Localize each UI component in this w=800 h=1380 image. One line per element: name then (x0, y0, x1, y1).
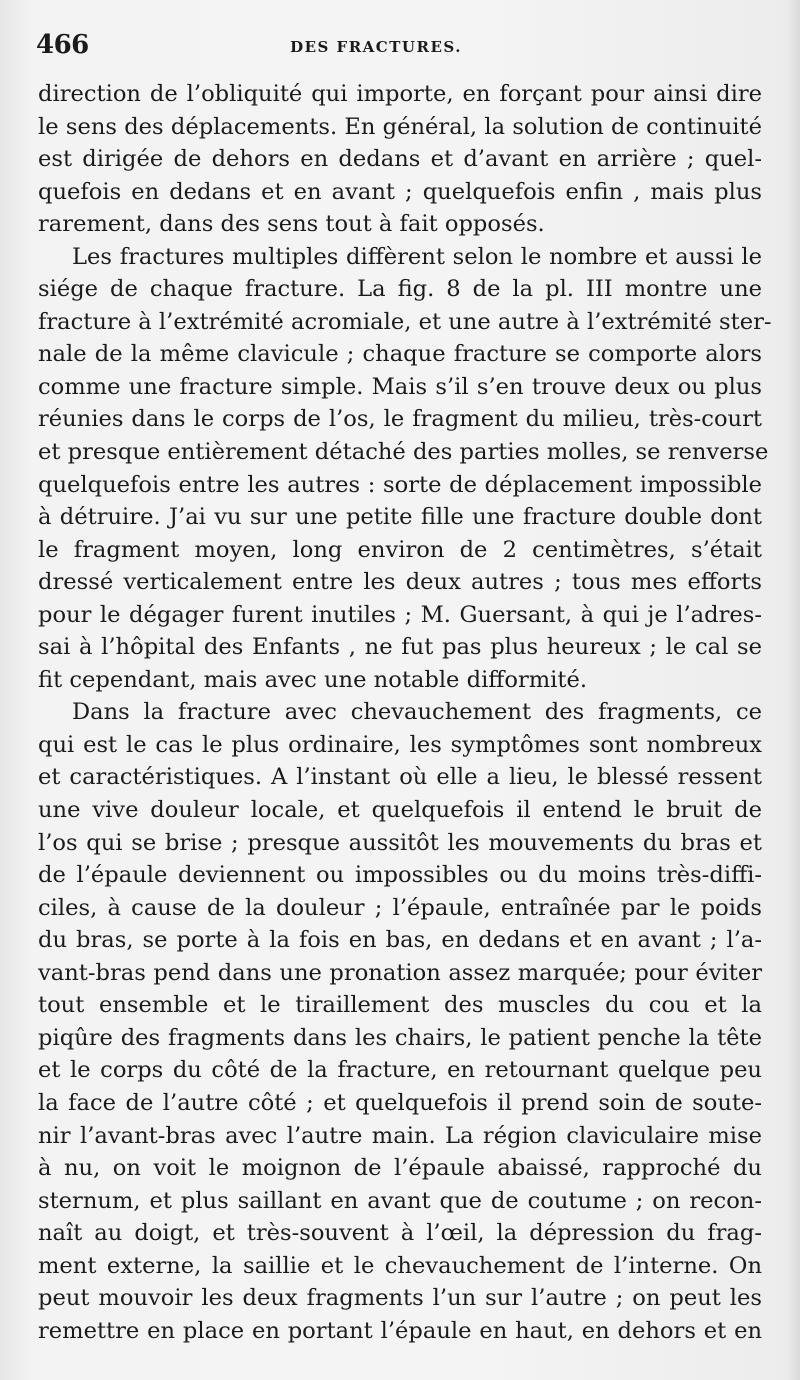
text-line: siége de chaque fracture. La fig. 8 de la pl. III montre une (38, 276, 762, 303)
text-line: la face de l’autre côté ; et quelquefois il prend soin de soute- (38, 1089, 762, 1116)
text-line: et presque entièrement détaché des parties molles, se renverse (38, 439, 769, 466)
text-line: rarement, dans des sens tout à fait opposés. (38, 211, 545, 238)
text-line: nir l’avant-bras avec l’autre main. La région claviculaire mise (38, 1122, 762, 1149)
text-line: direction de l’obliquité qui importe, en forçant pour ainsi dire (38, 81, 762, 107)
page-edge-shadow (786, 0, 800, 1380)
text-line: tout ensemble et le tiraillement des muscles du cou et la (38, 992, 762, 1019)
text-line: est dirigée de dehors en dedans et d’avant en arrière ; quel- (38, 146, 762, 173)
running-title: DES FRACTURES. (290, 38, 462, 56)
text-line: dressé verticalement entre les deux autres ; tous mes efforts (38, 569, 762, 596)
text-line: Dans la fracture avec chevauchement des fragments, ce (72, 699, 762, 726)
text-line: ment externe, la saillie et le chevauchement de l’interne. On (38, 1252, 762, 1279)
text-line: fracture à l’extrémité acromiale, et une autre à l’extrémité ster- (38, 308, 772, 335)
text-line: réunies dans le corps de l’os, le fragment du milieu, très-court (38, 406, 762, 433)
text-line: naît au doigt, et très-souvent à l’œil, la dépression du frag- (38, 1220, 762, 1247)
text-line: et le corps du côté de la fracture, en retournant quelque peu (38, 1057, 762, 1084)
text-line: et caractéristiques. A l’instant où elle a lieu, le blessé ressent (38, 764, 762, 791)
text-line: quelquefois entre les autres : sorte de déplacement impossible (38, 471, 762, 498)
text-line: comme une fracture simple. Mais s’il s’en trouve deux ou plus (38, 373, 762, 400)
text-line: une vive douleur locale, et quelquefois il entend le bruit de (38, 797, 762, 824)
text-line: de l’épaule deviennent ou impossibles ou du moins très-diffi- (38, 862, 762, 889)
text-line: remettre en place en portant l’épaule en haut, en dehors et en (38, 1317, 762, 1344)
text-line: le sens des déplacements. En général, la solution de continuité (38, 113, 762, 140)
text-line: Les fractures multiples diffèrent selon le nombre et aussi le (72, 243, 762, 270)
text-line: à détruire. J’ai vu sur une petite fille une fracture double dont (38, 504, 762, 531)
text-line: sternum, et plus saillant en avant que de coutume ; on recon- (38, 1187, 762, 1214)
text-line: peut mouvoir les deux fragments l’un sur l’autre ; on peut les (38, 1285, 762, 1312)
body-text (38, 78, 772, 1347)
text-line: vant-bras pend dans une pronation assez marquée; pour éviter (38, 959, 762, 986)
running-head (36, 30, 756, 64)
text-line: le fragment moyen, long environ de 2 centimètres, s’était (38, 536, 762, 563)
text-line: l’os qui se brise ; presque aussitôt les mouvements du bras et (38, 829, 762, 856)
text-line: qui est le cas le plus ordinaire, les symptômes sont nombreux (38, 731, 762, 758)
text-line: piqûre des fragments dans les chairs, le patient penche la tête (38, 1024, 762, 1051)
text-line: quefois en dedans et en avant ; quelquefois enfin , mais plus (38, 178, 762, 205)
page-number: 466 (36, 30, 89, 60)
text-line: nale de la même clavicule ; chaque fracture se comporte alors (38, 341, 762, 368)
text-line: sai à l’hôpital des Enfants , ne fut pas plus heureux ; le cal se (38, 634, 762, 661)
text-line: du bras, se porte à la fois en bas, en dedans et en avant ; l’a- (38, 927, 762, 954)
text-line: ciles, à cause de la douleur ; l’épaule, entraînée par le poids (38, 894, 762, 921)
text-line: pour le dégager furent inutiles ; M. Guersant, à qui je l’adres- (38, 601, 762, 628)
text-line: fit cependant, mais avec une notable difformité. (38, 666, 588, 693)
text-line: à nu, on voit le moignon de l’épaule abaissé, rapproché du (38, 1155, 762, 1182)
